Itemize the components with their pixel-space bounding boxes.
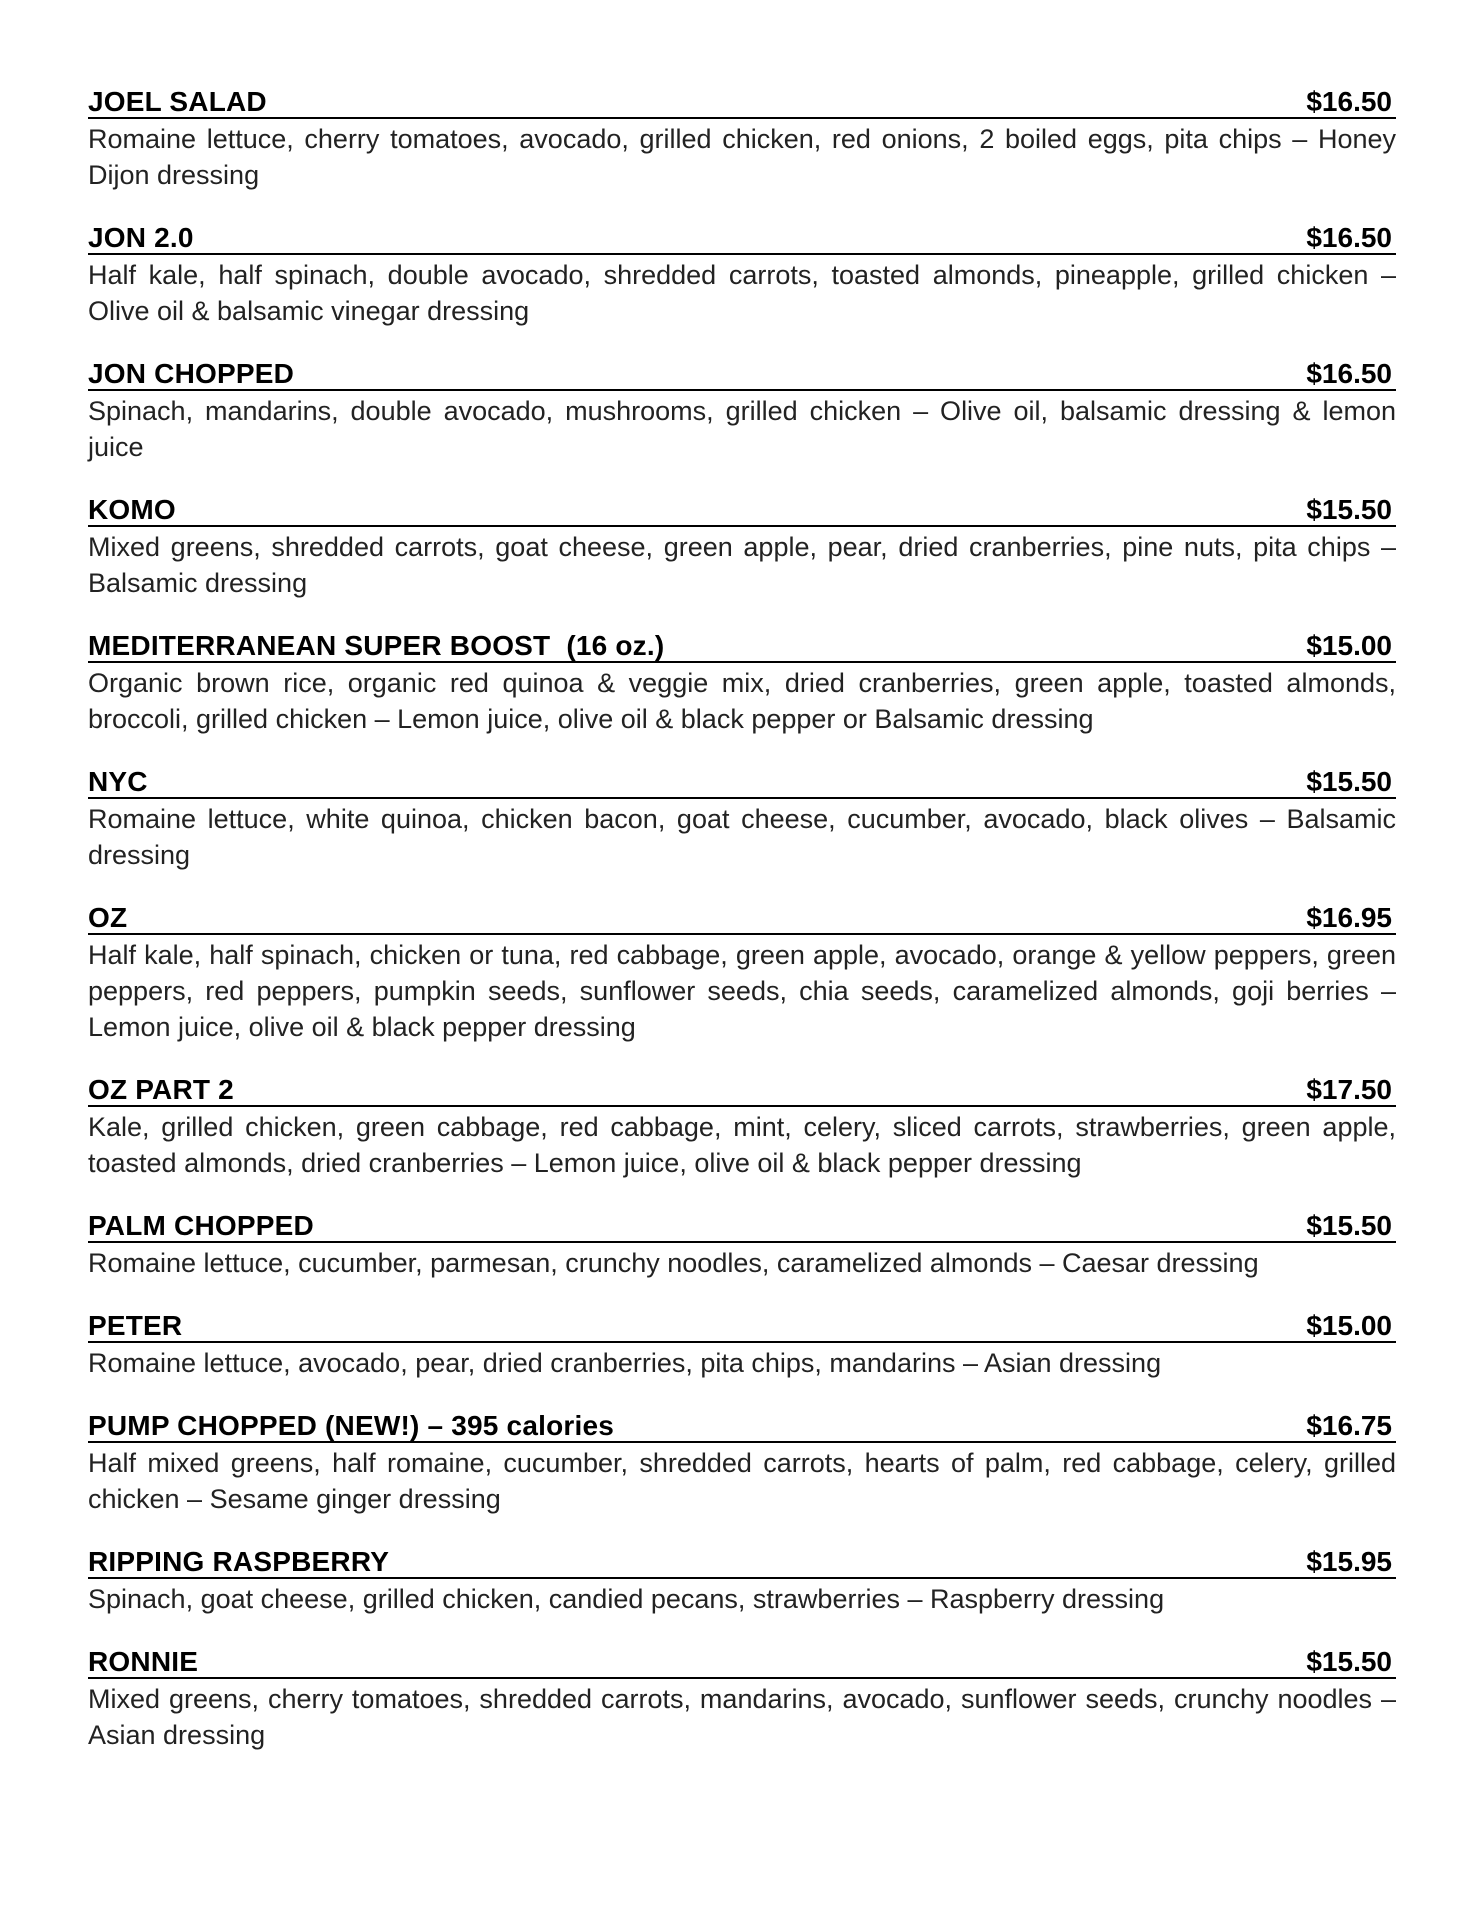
menu-item-name: PALM CHOPPED: [88, 1210, 314, 1241]
menu-item: [88, 1648, 1396, 1753]
menu-item: [88, 88, 1396, 193]
menu-item: [88, 1076, 1396, 1181]
menu-item-price: $17.50: [1306, 1074, 1392, 1105]
menu-item-price: $15.50: [1306, 494, 1392, 525]
menu-item-description: Half kale, half spinach, double avocado, shredded carrots, toasted almonds, pineapple, grilled chicken – Olive oil & balsamic vinegar dressing: [88, 260, 1396, 326]
menu-item-description: Half kale, half spinach, chicken or tuna, red cabbage, green apple, avocado, orange & yellow peppers, green peppers, red peppers, pumpkin seeds, sunflower seeds, chia seeds, caramelized almonds, goji berries – Lemon juice, olive oil & black pepper dressing: [88, 940, 1396, 1042]
menu-item-header: [88, 360, 1396, 391]
menu-item-name: NYC: [88, 766, 148, 797]
menu-item-name: OZ PART 2: [88, 1074, 234, 1105]
menu-item-price: $16.50: [1306, 358, 1392, 389]
menu-item-header: [88, 496, 1396, 527]
menu-item-name: RONNIE: [88, 1646, 199, 1677]
menu-item-description: Organic brown rice, organic red quinoa & veggie mix, dried cranberries, green apple, toasted almonds, broccoli, grilled chicken – Lemon juice, olive oil & black pepper or Balsamic dressing: [88, 668, 1396, 734]
menu-item-price: $15.50: [1306, 1210, 1392, 1241]
menu-item: [88, 1548, 1396, 1617]
menu-item-name: OZ: [88, 902, 128, 933]
menu-item-header: [88, 1412, 1396, 1443]
menu-item-price: $15.50: [1306, 766, 1392, 797]
menu-item-price: $16.95: [1306, 902, 1392, 933]
menu-item-header: [88, 1648, 1396, 1679]
menu-item: [88, 904, 1396, 1045]
menu-item-name: PUMP CHOPPED (NEW!) – 395 calories: [88, 1410, 614, 1441]
menu-item-description: Mixed greens, shredded carrots, goat cheese, green apple, pear, dried cranberries, pine nuts, pita chips – Balsamic dressing: [88, 532, 1396, 598]
menu-item-header: [88, 1076, 1396, 1107]
menu-item: [88, 224, 1396, 329]
menu-item-header: [88, 88, 1396, 119]
menu-item: [88, 1212, 1396, 1281]
menu-item-price: $16.50: [1306, 222, 1392, 253]
menu-item-price: $15.00: [1306, 1310, 1392, 1341]
menu-item-name: JON 2.0: [88, 222, 194, 253]
menu-item-name: MEDITERRANEAN SUPER BOOST (16 oz.): [88, 630, 665, 661]
menu-item-name: JOEL SALAD: [88, 86, 267, 117]
menu-list: [88, 88, 1396, 1753]
menu-item-price: $15.95: [1306, 1546, 1392, 1577]
menu-item-header: [88, 1548, 1396, 1579]
menu-item-header: [88, 1312, 1396, 1343]
menu-item-price: $15.00: [1306, 630, 1392, 661]
menu-item-description: Mixed greens, cherry tomatoes, shredded carrots, mandarins, avocado, sunflower seeds, crunchy noodles – Asian dressing: [88, 1684, 1396, 1750]
menu-item: [88, 360, 1396, 465]
menu-item: [88, 768, 1396, 873]
menu-item-description: Romaine lettuce, cucumber, parmesan, crunchy noodles, caramelized almonds – Caesar dressing: [88, 1248, 1259, 1278]
menu-item: [88, 1412, 1396, 1517]
menu-item-header: [88, 1212, 1396, 1243]
menu-item-header: [88, 768, 1396, 799]
menu-item-description: Half mixed greens, half romaine, cucumber, shredded carrots, hearts of palm, red cabbage, celery, grilled chicken – Sesame ginger dressing: [88, 1448, 1396, 1514]
menu-item-name: KOMO: [88, 494, 176, 525]
menu-item-description: Spinach, goat cheese, grilled chicken, candied pecans, strawberries – Raspberry dressing: [88, 1584, 1165, 1614]
menu-item: [88, 496, 1396, 601]
menu-item-description: Romaine lettuce, avocado, pear, dried cranberries, pita chips, mandarins – Asian dressing: [88, 1348, 1162, 1378]
menu-item-header: [88, 632, 1396, 663]
menu-item-price: $15.50: [1306, 1646, 1392, 1677]
menu-item-price: $16.75: [1306, 1410, 1392, 1441]
menu-item-header: [88, 904, 1396, 935]
menu-item-name: PETER: [88, 1310, 183, 1341]
menu-item-name: JON CHOPPED: [88, 358, 295, 389]
menu-item-price: $16.50: [1306, 86, 1392, 117]
menu-item-name: RIPPING RASPBERRY: [88, 1546, 390, 1577]
menu-item-description: Spinach, mandarins, double avocado, mushrooms, grilled chicken – Olive oil, balsamic dressing & lemon juice: [88, 396, 1396, 462]
menu-item-description: Kale, grilled chicken, green cabbage, red cabbage, mint, celery, sliced carrots, strawberries, green apple, toasted almonds, dried cranberries – Lemon juice, olive oil & black pepper dressing: [88, 1112, 1396, 1178]
menu-item: [88, 1312, 1396, 1381]
menu-item: [88, 632, 1396, 737]
menu-item-description: Romaine lettuce, white quinoa, chicken bacon, goat cheese, cucumber, avocado, black olives – Balsamic dressing: [88, 804, 1396, 870]
menu-item-description: Romaine lettuce, cherry tomatoes, avocado, grilled chicken, red onions, 2 boiled eggs, pita chips – Honey Dijon dressing: [88, 124, 1396, 190]
menu-item-header: [88, 224, 1396, 255]
